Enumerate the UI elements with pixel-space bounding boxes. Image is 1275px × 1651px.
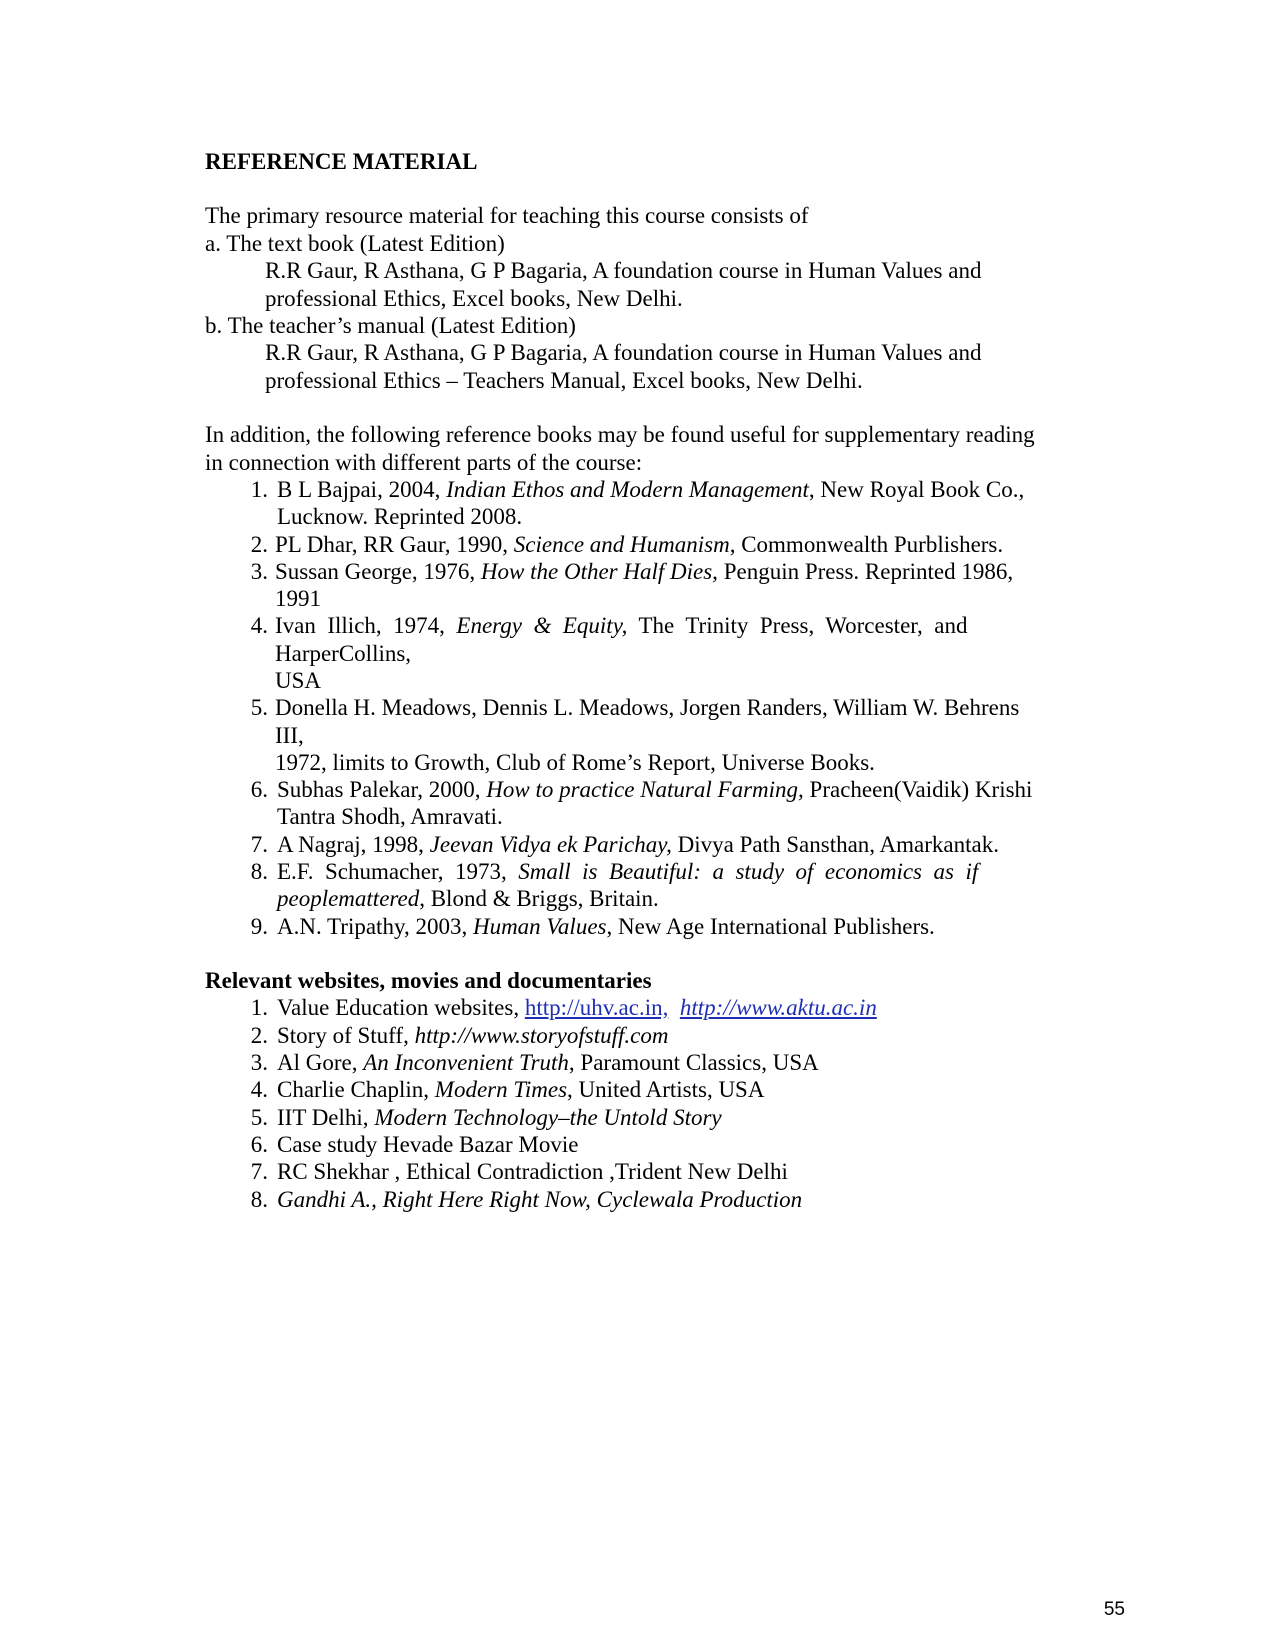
book-author: A.N. Tripathy, 2003, [277, 914, 473, 939]
addition-line2: in connection with different parts of the course: [205, 450, 643, 475]
website-number: 3. [250, 1050, 268, 1075]
book-publisher: Penguin Press. Reprinted 1986, [717, 559, 1014, 584]
item-a-label: a. The text book (Latest Edition) [205, 231, 505, 256]
book-author: PL Dhar, RR Gaur, 1990, [275, 532, 514, 557]
book-title: Science and Humanism [513, 532, 730, 557]
book-number: 4. [250, 613, 268, 638]
item-b-line1: R.R Gaur, R Asthana, G P Bagaria, A foundation course in Human Values and [265, 340, 982, 365]
book-title: Jeevan Vidya ek Parichay, [429, 832, 672, 857]
website-label: Story of Stuff, [277, 1023, 415, 1048]
book-item [277, 776, 1112, 804]
website-title: Modern Times [434, 1077, 568, 1102]
book-item [277, 913, 1109, 941]
book-number: 1. [250, 477, 268, 502]
book-publisher: , New Royal Book Co., [808, 477, 1025, 502]
page-number: 55 [1103, 1599, 1125, 1620]
book-item [277, 858, 1112, 886]
book-item [275, 558, 1112, 586]
item-a-line2: professional Ethics, Excel books, New Delhi. [265, 286, 683, 311]
website-item [277, 1186, 1109, 1214]
book-number: 2. [250, 532, 268, 557]
book-item-line2: III, [275, 723, 304, 748]
book-number: 6. [250, 777, 268, 802]
book-title: How the Other Half Dies, [480, 559, 718, 584]
book-item-line2: 1991 [275, 586, 321, 611]
book-item-line2: Tantra Shodh, Amravati. [277, 804, 503, 829]
book-title: Indian Ethos and Modern Management [446, 477, 809, 502]
website-item [277, 1104, 1109, 1132]
book-item-line2: HarperCollins, [275, 641, 412, 666]
website-publisher: , United Artists, USA [567, 1077, 765, 1102]
website-url: http://www.storyofstuff.com [414, 1023, 669, 1048]
book-title: Human Values [472, 914, 607, 939]
book-title: Energy & Equity, [456, 613, 628, 638]
website-publisher: , Paramount Classics, USA [568, 1050, 819, 1075]
uhv-link[interactable]: http://uhv.ac.in, [524, 995, 669, 1020]
book-publisher: , Blond & Briggs, Britain. [419, 886, 659, 911]
book-item: Donella H. Meadows, Dennis L. Meadows, Jorgen Randers, William W. Behrens [275, 695, 1020, 720]
book-number: 9. [250, 914, 268, 939]
intro-text: The primary resource material for teaching this course consists of [205, 203, 809, 228]
book-author: Subhas Palekar, 2000, [277, 777, 487, 802]
book-author: Sussan George, 1976, [275, 559, 481, 584]
book-publisher: , Commonwealth Purblishers. [729, 532, 1004, 557]
book-item [275, 612, 1112, 640]
item-b-label: b. The teacher’s manual (Latest Edition) [205, 313, 576, 338]
website-number: 4. [250, 1077, 268, 1102]
book-item-line3: USA [275, 668, 322, 693]
website-title: Modern Technology–the Untold Story [374, 1105, 722, 1130]
website-title: An Inconvenient Truth [363, 1050, 569, 1075]
book-item [277, 831, 1109, 859]
book-publisher: The Trinity Press, Worcester, and [627, 613, 968, 638]
item-b-line2: professional Ethics – Teachers Manual, Excel books, New Delhi. [265, 368, 863, 393]
book-title: Small is Beautiful: a study of economics as if [518, 859, 979, 884]
section-heading: REFERENCE MATERIAL [205, 149, 478, 174]
website-item [277, 994, 1109, 1022]
book-author: E.F. Schumacher, 1973, [277, 859, 519, 884]
website-number: 8. [250, 1187, 268, 1212]
website-item [277, 1022, 1109, 1050]
website-item [277, 1076, 1109, 1104]
website-label: Value Education websites, [277, 995, 525, 1020]
item-a-line1 [265, 257, 1112, 285]
website-number: 2. [250, 1023, 268, 1048]
book-item [277, 476, 1112, 504]
website-item: Case study Hevade Bazar Movie [277, 1132, 579, 1157]
website-number: 5. [250, 1105, 268, 1130]
website-label: IIT Delhi, [277, 1105, 375, 1130]
website-title: Gandhi A., Right Here Right Now, Cyclewala Production [277, 1187, 803, 1212]
website-label: Al Gore, [277, 1050, 364, 1075]
book-author: Ivan Illich, 1974, [275, 613, 457, 638]
website-number: 1. [250, 995, 268, 1020]
website-label: Charlie Chaplin, [277, 1077, 435, 1102]
website-item: RC Shekhar , Ethical Contradiction ,Trident New Delhi [277, 1159, 788, 1184]
book-item-line2 [277, 885, 1109, 913]
website-item [277, 1049, 1109, 1077]
book-item [275, 531, 1107, 559]
item-a-line1-text: R.R Gaur, R Asthana, G P Bagaria, A foundation course in Human Values and [265, 258, 982, 283]
book-item-line3: 1972, limits to Growth, Club of Rome’s Report, Universe Books. [275, 750, 875, 775]
book-number: 5. [250, 695, 268, 720]
book-number: 3. [250, 559, 268, 584]
addition-line1: In addition, the following reference books may be found useful for supplementary reading [205, 422, 1035, 447]
book-title: How to practice Natural Farming, [486, 777, 804, 802]
website-number: 6. [250, 1132, 268, 1157]
website-number: 7. [250, 1159, 268, 1184]
book-number: 7. [250, 832, 268, 857]
book-publisher: , New Age International Publishers. [606, 914, 935, 939]
book-publisher: Pracheen(Vaidik) Krishi [803, 777, 1033, 802]
book-author: A Nagraj, 1998, [277, 832, 430, 857]
websites-heading: Relevant websites, movies and documentaries [205, 968, 652, 993]
aktu-link[interactable]: http://www.aktu.ac.in [679, 995, 877, 1020]
book-author: B L Bajpai, 2004, [277, 477, 447, 502]
book-item-line2: Lucknow. Reprinted 2008. [277, 504, 523, 529]
book-title: peoplemattered [277, 886, 420, 911]
book-publisher: Divya Path Sansthan, Amarkantak. [671, 832, 999, 857]
book-number: 8. [250, 859, 268, 884]
